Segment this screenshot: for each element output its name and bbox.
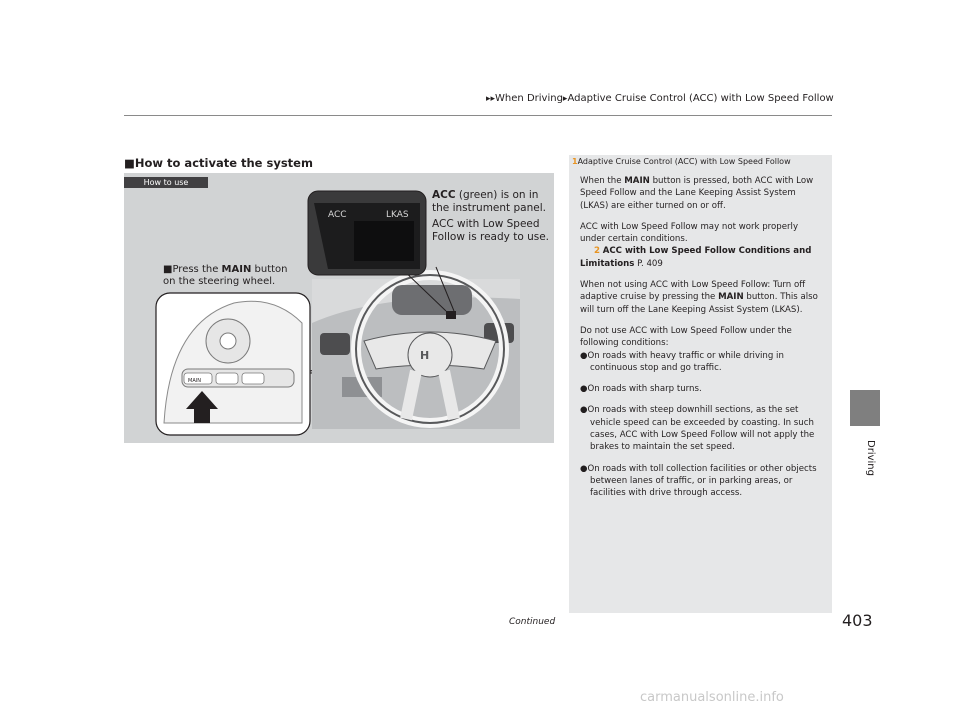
acc-callout-text: (green) is on in the instrument panel. — [432, 189, 546, 214]
note-marker-icon: 1 — [572, 157, 578, 166]
section-heading — [124, 156, 313, 170]
acc-indicator: ACC — [328, 210, 347, 220]
acc-ready-text: ACC with Low Speed Follow is ready to use. — [432, 218, 549, 243]
bullet-icon: ● — [580, 463, 588, 474]
bullet-icon: ● — [580, 384, 588, 395]
xref-arrow-icon: 2 — [594, 246, 600, 257]
main-button-label: MAIN — [188, 378, 201, 384]
svg-text:H: H — [420, 349, 430, 362]
note-paragraph-2 — [580, 221, 825, 270]
dashboard-photo — [312, 275, 520, 429]
press-instruction — [163, 264, 303, 288]
note-body — [580, 175, 825, 509]
page-number: 403 — [842, 611, 873, 630]
steering-switch-inset — [156, 293, 310, 435]
press-text-pre: Press the — [172, 264, 222, 275]
press-marker: ■ — [163, 264, 173, 275]
xref-title[interactable]: ACC with Low Speed Follow Conditions and Limitations — [580, 246, 812, 269]
acc-callout-bold: ACC — [432, 189, 456, 201]
note-p1-post: button is pressed, both ACC with Low Speed Follow and the Lane Keeping Assist System (LKAS) are either turned on or off. — [580, 176, 814, 211]
note-heading — [572, 157, 791, 166]
note-p3-post: button. This also will turn off the Lane Keeping Assist System (LKAS). — [580, 292, 818, 315]
bullet-icon: ● — [580, 350, 588, 361]
breadcrumb — [486, 93, 834, 104]
chapter-label: Driving — [865, 440, 876, 476]
note-p3-bold: MAIN — [718, 292, 744, 303]
note-p1-bold: MAIN — [624, 176, 650, 186]
note-paragraph-4: Do not use ACC with Low Speed Follow under the following conditions: — [580, 325, 792, 349]
section-marker: ■ — [124, 156, 135, 170]
lkas-indicator: LKAS — [386, 210, 409, 220]
bullet-text: On roads with heavy traffic or while driving in continuous stop and go traffic. — [587, 350, 784, 373]
note-p2-text: ACC with Low Speed Follow may not work properly under certain conditions. — [580, 221, 799, 245]
breadcrumb-arrow-icon: ▸ — [562, 94, 568, 104]
watermark: carmanualsonline.info — [640, 690, 784, 705]
cross-reference[interactable] — [580, 246, 811, 268]
note-paragraph-3 — [580, 279, 825, 316]
note-bullet — [580, 404, 825, 453]
press-text-post: button on the steering wheel. — [163, 264, 288, 287]
breadcrumb-part-2: Adaptive Cruise Control (ACC) with Low Speed Follow — [567, 93, 834, 104]
continued-label: Continued — [509, 617, 556, 627]
header-rule — [124, 115, 832, 116]
bullet-text: On roads with steep downhill sections, as the set vehicle speed can be exceeded by coasting. In such cases, ACC with Low Speed Follow will not apply the brakes to maintain the set speed. — [587, 405, 815, 453]
breadcrumb-arrow-icon: ▸▸ — [486, 94, 496, 104]
bullet-text: On roads with sharp turns. — [587, 384, 702, 395]
bullet-text: On roads with toll collection facilities or other objects between lanes of traffic, or in parking areas, or facilities with drive through access. — [587, 463, 817, 499]
note-p3-pre: When not using ACC with Low Speed Follow: Turn off adaptive cruise by pressing the — [580, 280, 806, 303]
note-bullet — [580, 350, 825, 375]
note-bullet — [580, 463, 825, 500]
note-paragraph-1 — [580, 175, 825, 212]
press-text-bold: MAIN — [221, 264, 252, 275]
chapter-tab — [850, 390, 880, 426]
section-title: How to activate the system — [134, 156, 313, 170]
note-bullet — [580, 383, 825, 395]
xref-page: P. 409 — [634, 258, 663, 269]
note-heading-title: Adaptive Cruise Control (ACC) with Low Speed Follow — [577, 157, 791, 166]
breadcrumb-part-1: When Driving — [495, 93, 563, 104]
how-to-use-tab: How to use — [124, 177, 208, 188]
note-p1-pre: When the — [580, 176, 625, 186]
bullet-icon: ● — [580, 405, 588, 416]
acc-callout — [432, 189, 556, 247]
